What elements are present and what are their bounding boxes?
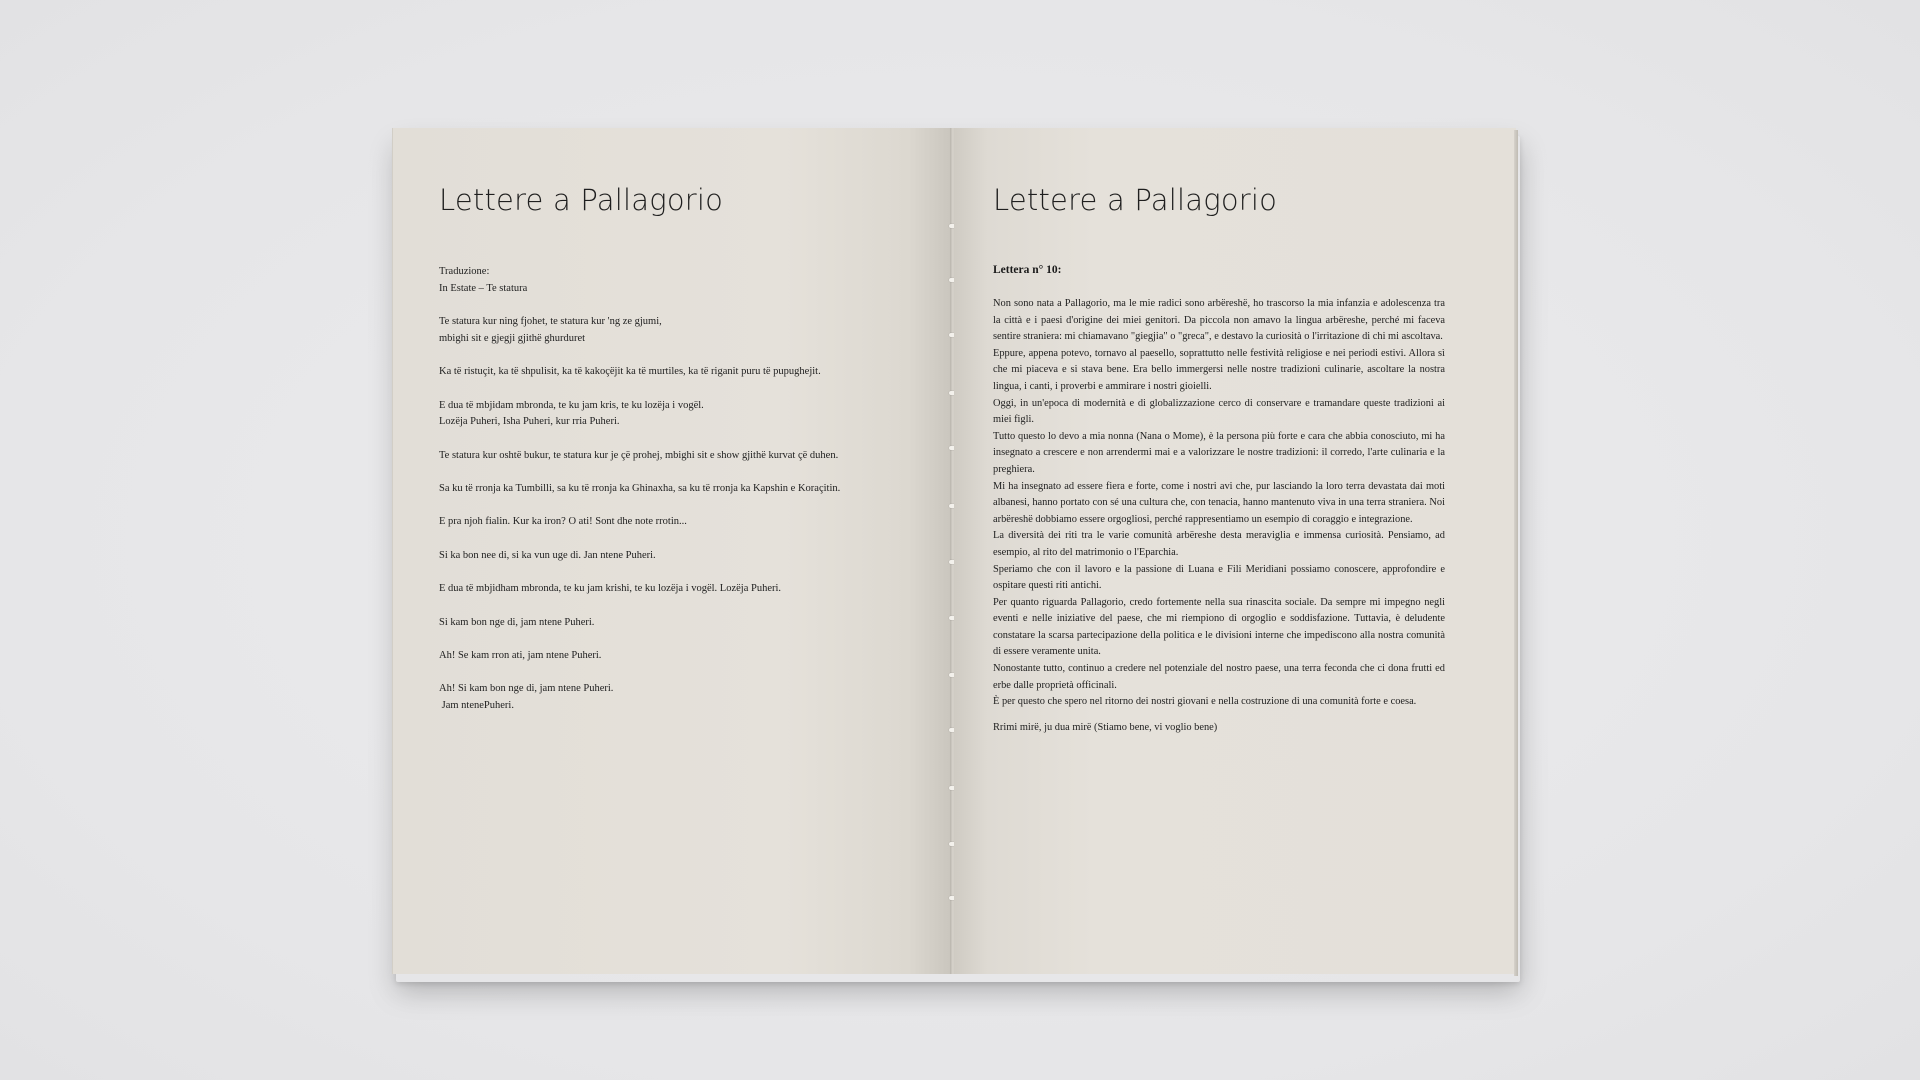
letter-paragraph: Nonostante tutto, continuo a credere nel potenziale del nostro paese, una terra feconda che ci dona frutti ed erbe dalle proprietà officinali. (993, 663, 1445, 691)
left-line: Si ka bon nee di, si ka vun uge di. Jan ntene Puheri. (439, 549, 656, 561)
left-line: E dua të mbjidam mbronda, te ku jam kris, te ku lozëja i vogël. (439, 399, 704, 411)
letter-paragraph: Speriamo che con il lavoro e la passione di Luana e Fili Meridiani possiamo conoscere, approfondire e ospitare questi riti antichi. (993, 563, 1445, 592)
left-line: Ah! Se kam rron ati, jam ntene Puheri. (439, 650, 602, 662)
left-line: Te statura kur ning fjohet, te statura kur 'ng ze gjumi, (439, 316, 662, 328)
left-line: Si kam bon nge di, jam ntene Puheri. (439, 616, 595, 628)
left-line: In Estate – Te statura (439, 282, 528, 294)
left-paragraph-2 (439, 314, 909, 347)
left-paragraph-4 (439, 398, 909, 431)
left-paragraph-12 (439, 681, 909, 714)
left-paragraph-10 (439, 615, 909, 632)
letter-paragraph: Mi ha insegnato ad essere fiera e forte, come i nostri avi che, pur lasciando la loro terra devastata dai moti albanesi, hanno portato con sé una cultura che, con tenacia, hanno mantenuto viva in una terra straniera. Noi arbëreshë dobbiamo essere orgogliosi, perché rappresentiamo un esempio di coraggio e integrazione. (993, 480, 1445, 525)
left-paragraph-8 (439, 548, 909, 565)
left-paragraph-7 (439, 514, 909, 531)
left-paragraph-3 (439, 364, 909, 381)
letter-paragraph: La diversità dei riti tra le varie comunità arbëreshe desta meraviglia e immensa curiosità. Pensiamo, ad esempio, al rito del matrimonio o l'Eparchia. (993, 530, 1445, 558)
left-line: E pra njoh fialin. Kur ka iron? O ati! Sont dhe note rrotin... (439, 516, 687, 528)
left-paragraph-9 (439, 581, 909, 598)
letter-heading: Lettera n° 10: (993, 264, 1062, 276)
right-page-title: Lettere a Pallagorio (993, 183, 1278, 217)
left-line: E dua të mbjidham mbronda, te ku jam krishi, te ku lozëja i vogël. Lozëja Puheri. (439, 583, 782, 595)
left-line: Sa ku të rronja ka Tumbilli, sa ku të rronja ka Ghinaxha, sa ku të rronja ka Kapshin e Koraçitin. (439, 483, 841, 495)
letter-paragraph: È per questo che spero nel ritorno dei nostri giovani e nella costruzione di una comunità forte e coesa. (993, 696, 1417, 708)
left-page (392, 128, 953, 974)
left-line: Traduzione: (439, 266, 490, 277)
left-paragraph-11 (439, 648, 909, 665)
left-line: Lozëja Puheri, Isha Puheri, kur rria Puheri. (439, 416, 620, 428)
letter-paragraph: Non sono nata a Pallagorio, ma le mie radici sono arbëreshë, ho trascorso la mia infanzia e adolescenza tra la città e i paesi d'origine dei miei genitori. Da piccola non amavo la lingua arbëreshe, perché mi faceva sentire straniera: mi chiamavano "giegjia" o "greca", e destavo la curiosità o l'irritazione di chi mi ascoltava. (993, 298, 1445, 343)
letter-paragraph: Oggi, in un'epoca di modernità e di globalizzazione cerco di conservare e tramandare queste tradizioni ai miei figli. (993, 397, 1445, 426)
left-line: Ka të ristuçit, ka të shpulisit, ka të kakoçëjit ka të murtiles, ka të riganit puru të pupughejit. (439, 366, 821, 378)
left-page-body (439, 264, 909, 732)
left-page-title: Lettere a Pallagorio (439, 183, 724, 217)
left-paragraph-5 (439, 448, 909, 465)
right-page (954, 128, 1516, 974)
left-line: Te statura kur oshtë bukur, te statura kur je çë prohej, mbighi sit e show gjithë kurvat çë duhen. (439, 449, 839, 461)
letter-paragraph: Per quanto riguarda Pallagorio, credo fortemente nella sua rinascita sociale. Da sempre mi impegno negli eventi e nelle iniziative del paese, che mi riempiono di orgoglio e soddisfazione. Tuttavia, è deludente constatare la scarsa partecipazione della politica e le divisioni interne che impediscono alla nostra comunità di essere veramente unita. (993, 596, 1445, 658)
letter-signoff: Rrimi mirë, ju dua mirë (Stiamo bene, vi voglio bene) (993, 721, 1218, 733)
open-booklet (392, 128, 1516, 976)
left-line: Jam ntenePuheri. (439, 700, 514, 712)
letter-paragraph: Tutto questo lo devo a mia nonna (Nana o Mome), è la persona più forte e cara che abbia conosciuto, mi ha insegnato a crescere e non arrendermi mai e a valorizzare le nostre tradizioni: il corredo, l'arte culinaria e la preghiera. (993, 430, 1445, 475)
left-line: mbighi sit e gjegji gjithë ghurduret (439, 332, 586, 344)
right-page-body (993, 264, 1445, 736)
page-edge (1514, 130, 1518, 976)
left-line: Ah! Si kam bon nge di, jam ntene Puheri. (439, 683, 614, 695)
letter-paragraph: Eppure, appena potevo, tornavo al paesello, soprattutto nelle festività religiose e nei periodi estivi. Allora sì che mi piaceva e si stava bene. Era bello immergersi nelle nostre tradizioni culinarie, ascoltare la nostra lingua, i canti, i proverbi e ammirare i nostri gioielli. (993, 347, 1445, 392)
left-paragraph-6 (439, 481, 909, 498)
left-paragraph-1 (439, 264, 909, 297)
